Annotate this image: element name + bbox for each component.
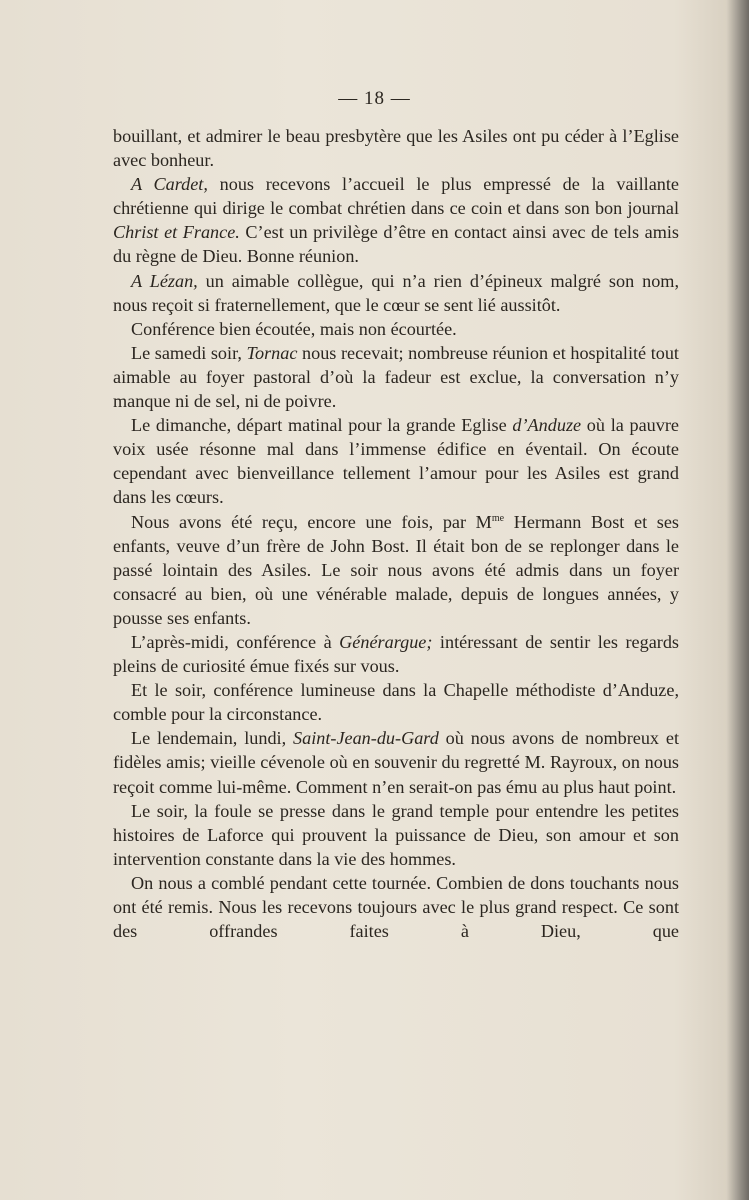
- paragraph: [113, 510, 679, 630]
- paragraph: [113, 678, 679, 726]
- text-run: Hermann Bost et ses enfants, veuve d’un frère de John Bost. Il était bon de se replonger dans le passé lointain des Asiles. Le soir nous avons été admis dans un foyer consacré au bien, où une vénérable malade, depuis de longues années, y pousse ses enfants.: [113, 511, 679, 628]
- text-run: bouillant, et admirer le beau presbytère que les Asiles ont pu céder à l’Eglise avec bonheur.: [113, 126, 679, 171]
- italic-text: Tornac: [246, 342, 298, 363]
- paragraph: [113, 317, 679, 341]
- paragraph: [113, 871, 679, 943]
- paragraph: [113, 124, 679, 172]
- superscript-text: me: [491, 512, 505, 524]
- italic-text: d’Anduze: [512, 415, 582, 436]
- paragraph: [113, 172, 679, 268]
- text-run: Le samedi soir,: [131, 342, 247, 363]
- page-number: — 18 —: [338, 88, 411, 109]
- text-run: Le dimanche, départ matinal pour la grande Eglise: [131, 415, 513, 436]
- italic-text: Générargue;: [339, 631, 433, 652]
- text-run: L’après-midi, conférence à: [131, 631, 340, 652]
- paragraph: [113, 630, 679, 678]
- text-run: Et le soir, conférence lumineuse dans la Chapelle méthodiste d’Anduze, comble pour la circonstance.: [113, 680, 679, 725]
- text-run: Le soir, la foule se presse dans le grand temple pour entendre les petites histoires de Laforce qui prouvent la puissance de Dieu, son amour et son intervention constante dans la vie des hommes.: [113, 800, 679, 869]
- paragraph: [113, 341, 679, 413]
- text-run: Conférence bien écoutée, mais non écourtée.: [131, 318, 457, 339]
- paragraph: [113, 413, 679, 509]
- italic-text: A Cardet,: [131, 174, 208, 195]
- text-run: où la pauvre voix usée résonne mal dans l’immense édifice en éventail. On écoute cependant avec bienveillance tellement l’amour pour les Asiles est grand dans les cœurs.: [113, 415, 679, 508]
- italic-text: A Lézan,: [131, 270, 198, 291]
- paragraph: [113, 799, 679, 871]
- text-run: On nous a comblé pendant cette tournée. Combien de dons touchants nous ont été remis. Nous les recevons toujours avec le plus grand respect. Ce sont des offrandes faites à Dieu, que: [113, 872, 679, 942]
- text-run: C’est un privilège d’être en contact ainsi avec de tels amis du règne de Dieu. Bonne réunion.: [113, 222, 679, 267]
- italic-text: Saint-Jean-du-Gard: [293, 728, 439, 749]
- italic-text: Christ et France.: [113, 222, 240, 243]
- paragraph: [113, 269, 679, 317]
- text-run: où nous avons de nombreux et fidèles amis; vieille cévenole où en souvenir du regretté M. Rayroux, on nous reçoit comme lui-même. Comment n’en serait-on pas ému au plus haut point.: [113, 728, 679, 797]
- text-run: nous recevons l’accueil le plus empressé de la vaillante chrétienne qui dirige le combat chrétien dans ce coin et dans son bon journal: [113, 174, 679, 219]
- paragraph: [113, 726, 679, 798]
- text-run: Le lendemain, lundi,: [131, 728, 293, 749]
- text-run: nous recevait; nombreuse réunion et hospitalité tout aimable au foyer pastoral d’où la fadeur est exclue, la conversation n’y manque ni de sel, ni de poivre.: [113, 342, 679, 412]
- body-text: [113, 124, 679, 943]
- text-run: un aimable collègue, qui n’a rien d’épineux malgré son nom, nous reçoit si fraternellement, que le cœur se sent lié aussitôt.: [113, 270, 680, 315]
- text-run: Nous avons été reçu, encore une fois, par M: [131, 511, 492, 532]
- text-run: intéressant de sentir les regards pleins de curiosité émue fixés sur vous.: [113, 631, 679, 677]
